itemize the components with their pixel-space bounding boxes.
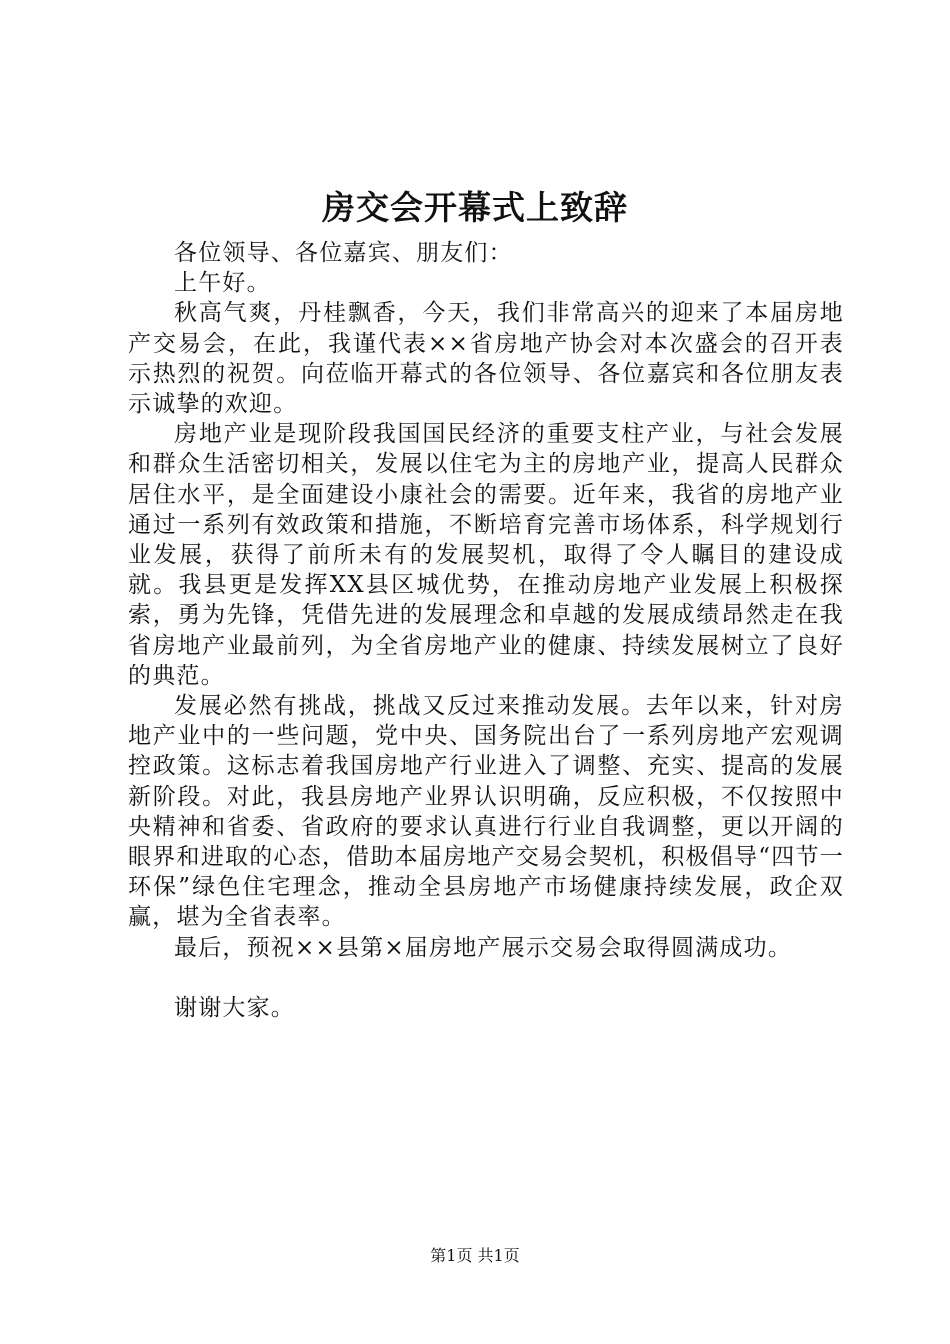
document-body [128, 238, 844, 1023]
closing-thanks: 谢谢大家。 [174, 994, 295, 1021]
paragraph-wishes: 最后，预祝××县第×届房地产展示交易会取得圆满成功。 [174, 934, 793, 961]
paragraph-challenges: 发展必然有挑战，挑战又反过来推动发展。去年以来，针对房地产业中的一些问题，党中央、国务院出台了一系列房地产宏观调控政策。这标志着我国房地产行业进入了调整、充实、提高的发展新阶段。对此，我县房地产业界认识明确，反应积极，不仅按照中央精神和省委、省政府的要求认真进行行业自我调整，更以开阔的眼界和进取的心态，借助本届房地产交易会契机，积极倡导“四节一环保”绿色住宅理念，推动全县房地产市场健康持续发展，政企双赢，堪为全省表率。 [128, 693, 844, 931]
greeting: 上午好。 [174, 270, 271, 297]
salutation: 各位领导、各位嘉宾、朋友们： [174, 240, 513, 266]
page-footer: 第1页 共1页 [430, 1246, 520, 1265]
document-title: 房交会开幕式上致辞 [322, 188, 628, 227]
paragraph-industry: 房地产业是现阶段我国国民经济的重要支柱产业，与社会发展和群众生活密切相关，发展以住宅为主的房地产业，提高人民群众居住水平，是全面建设小康社会的需要。近年来，我省的房地产业通过一系列有效政策和措施，不断培育完善市场体系，科学规划行业发展，获得了前所未有的发展契机，取得了令人瞩目的建设成就。我县更是发挥XX县区城优势，在推动房地产业发展上积极探索，勇为先锋，凭借先进的发展理念和卓越的发展成绩昂然走在我省房地产业最前列，为全省房地产业的健康、持续发展树立了良好的典范。 [128, 421, 844, 689]
paragraph-welcome: 秋高气爽，丹桂飘香，今天，我们非常高兴的迎来了本届房地产交易会，在此，我谨代表××省房地产协会对本次盛会的召开表示热烈的祝贺。向莅临开幕式的各位领导、各位嘉宾和各位朋友表示诚挚的欢迎。 [128, 300, 844, 418]
